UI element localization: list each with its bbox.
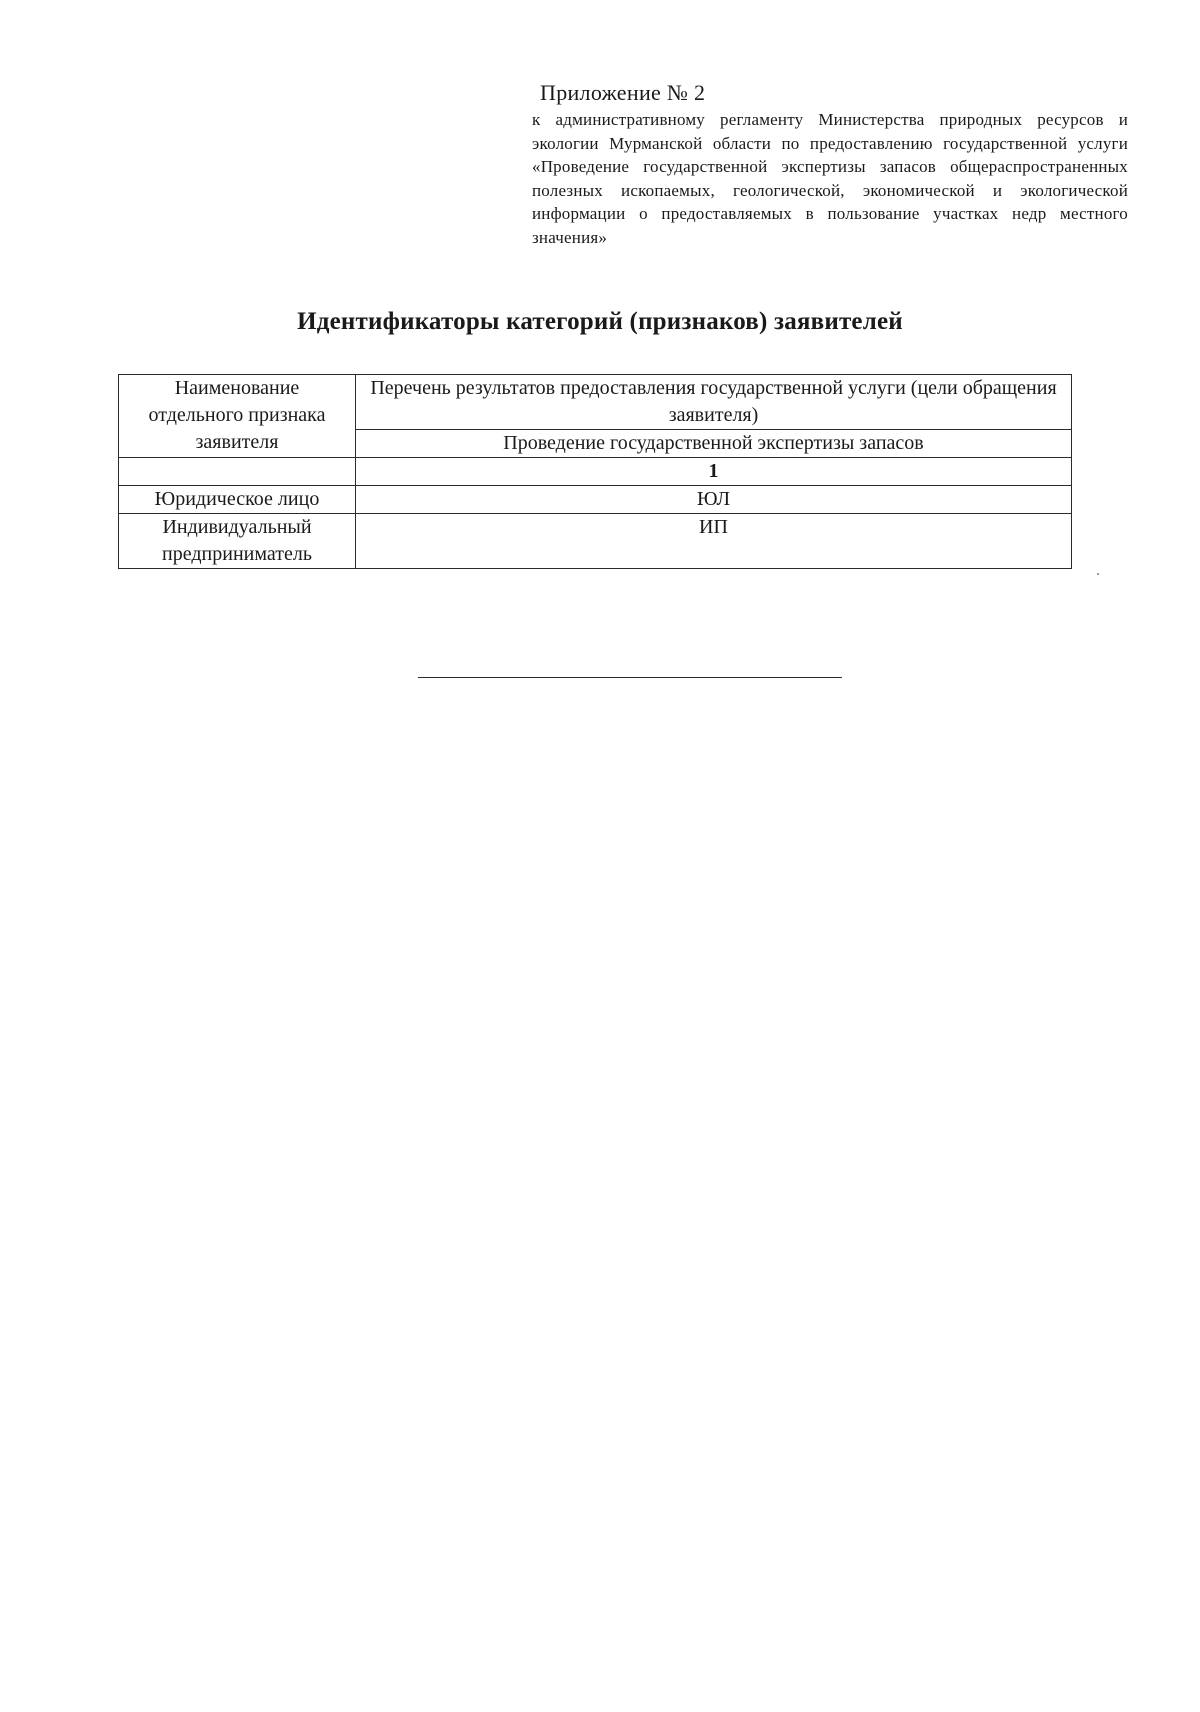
header-service-result: Проведение государственной экспертизы запасов	[356, 430, 1072, 458]
column-number: 1	[356, 458, 1072, 486]
category-identifier: ЮЛ	[356, 486, 1072, 514]
category-identifier: ИП	[356, 514, 1072, 569]
appendix-title: Приложение № 2	[540, 80, 706, 105]
applicant-category: Индивидуальный предприниматель	[119, 514, 356, 569]
scan-speck	[1097, 573, 1099, 575]
header-attribute-name: Наименование отдельного признака заявителя	[119, 375, 356, 458]
table-number-row	[119, 458, 1072, 486]
header-results-list: Перечень результатов предоставления государственной услуги (цели обращения заявителя)	[356, 375, 1072, 430]
table-row	[119, 486, 1072, 514]
table-row	[119, 514, 1072, 569]
closing-divider	[418, 677, 842, 678]
appendix-description: к административному регламенту Министерства природных ресурсов и экологии Мурманской области по предоставлению государственной услуги «Проведение государственной экспертизы запасов общераспространенных полезных ископаемых, геологической, экономической и экологической информации о предоставляемых в пользование участках недр местного значения»	[532, 110, 1128, 247]
applicant-category: Юридическое лицо	[119, 486, 356, 514]
table-header-row	[119, 375, 1072, 430]
applicant-identifiers-table	[118, 374, 1072, 569]
document-title: Идентификаторы категорий (признаков) заявителей	[297, 308, 903, 335]
number-cell-empty	[119, 458, 356, 486]
